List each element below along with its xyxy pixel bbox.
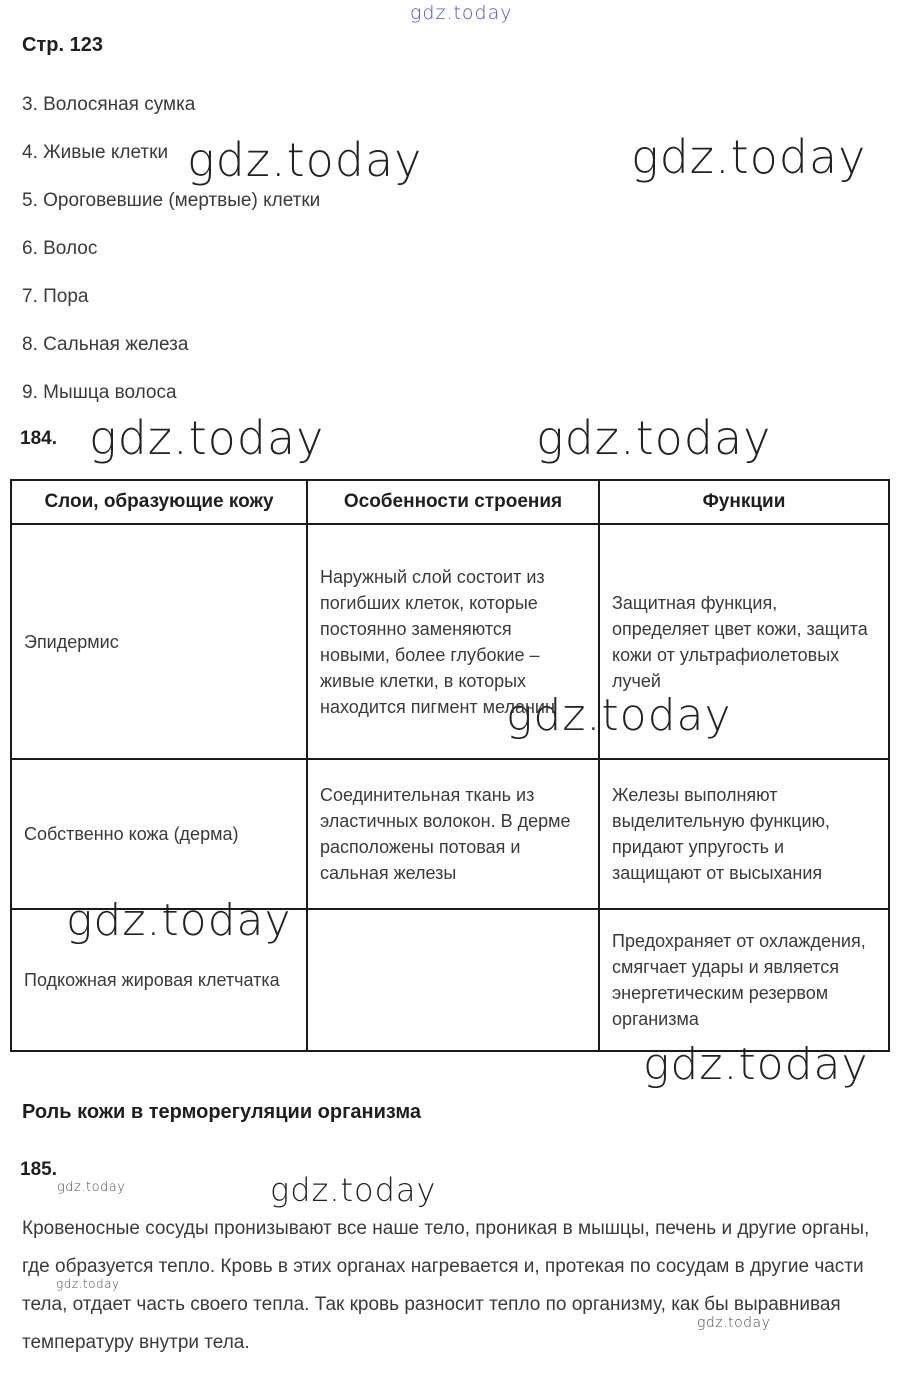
- list-item: 7. Пора: [22, 286, 89, 307]
- list-item: 9. Мышца волоса: [22, 382, 177, 403]
- skin-layers-table: [10, 479, 890, 1052]
- watermark-text: gdz.today: [697, 1315, 771, 1331]
- watermark-text: gdz.today: [643, 1039, 869, 1090]
- watermark-text: gdz.today: [89, 411, 325, 465]
- cell-function: Предохраняет от охлаждения, смягчает удары и является энергетическим резервом организма: [599, 909, 889, 1051]
- watermark-text: gdz.today: [270, 1171, 437, 1209]
- list-item: 6. Волос: [22, 238, 98, 259]
- task-number-184: 184.: [20, 428, 57, 449]
- list-item: 8. Сальная железа: [22, 334, 189, 355]
- watermark-text: gdz.today: [66, 895, 292, 946]
- cell-layer: Собственно кожа (дерма): [11, 759, 307, 909]
- table-row: [11, 524, 889, 759]
- watermark-text: gdz.today: [536, 411, 772, 465]
- table-header-layers: Слои, образующие кожу: [11, 480, 307, 524]
- cell-structure: Соединительная ткань из эластичных волокон. В дерме расположены потовая и сальная железы: [307, 759, 599, 909]
- list-item: 4. Живые клетки: [22, 142, 169, 163]
- watermark-text: gdz.today: [506, 690, 732, 741]
- watermark-text: gdz.today: [631, 130, 867, 184]
- gdz-today-logo-link[interactable]: gdz.today: [410, 2, 513, 24]
- answer-paragraph: Кровеносные сосуды пронизывают все наше тело, проникая в мышцы, печень и другие органы, где образуется тепло. Кровь в этих органах нагревается и, протекая по сосудам в другие части тела, отдает часть своего тепла. Так кровь разносит тепло по организму, как бы выравнивая температуру внутри тела.: [22, 1218, 870, 1353]
- list-item: 3. Волосяная сумка: [22, 94, 196, 115]
- watermark-text: gdz.today: [57, 1180, 126, 1195]
- table-header-functions: Функции: [599, 480, 889, 524]
- cell-function: Железы выполняют выделительную функцию, придают упругость и защищают от высыхания: [599, 759, 889, 909]
- section-heading: Роль кожи в терморегуляции организма: [22, 1101, 422, 1123]
- cell-layer: Подкожная жировая клетчатка: [11, 909, 307, 1051]
- task-number-185: 185.: [20, 1159, 57, 1180]
- cell-layer: Эпидермис: [11, 524, 307, 759]
- watermark-text: gdz.today: [56, 1277, 120, 1291]
- table-header-structure: Особенности строения: [307, 480, 599, 524]
- list-item: 5. Ороговевшие (мертвые) клетки: [22, 190, 321, 211]
- cell-structure: Наружный слой состоит из погибших клеток, которые постоянно заменяются новыми, более глубокие – живые клетки, в которых находится пигмент меланин: [307, 524, 599, 759]
- page-title: Стр. 123: [22, 34, 103, 56]
- cell-structure-empty: [307, 909, 599, 1051]
- cell-function: Защитная функция, определяет цвет кожи, защита кожи от ультрафиолетовых лучей: [599, 524, 889, 759]
- table-row: [11, 909, 889, 1051]
- table-row: [11, 759, 889, 909]
- watermark-text: gdz.today: [187, 133, 423, 187]
- table-header-row: [11, 480, 889, 524]
